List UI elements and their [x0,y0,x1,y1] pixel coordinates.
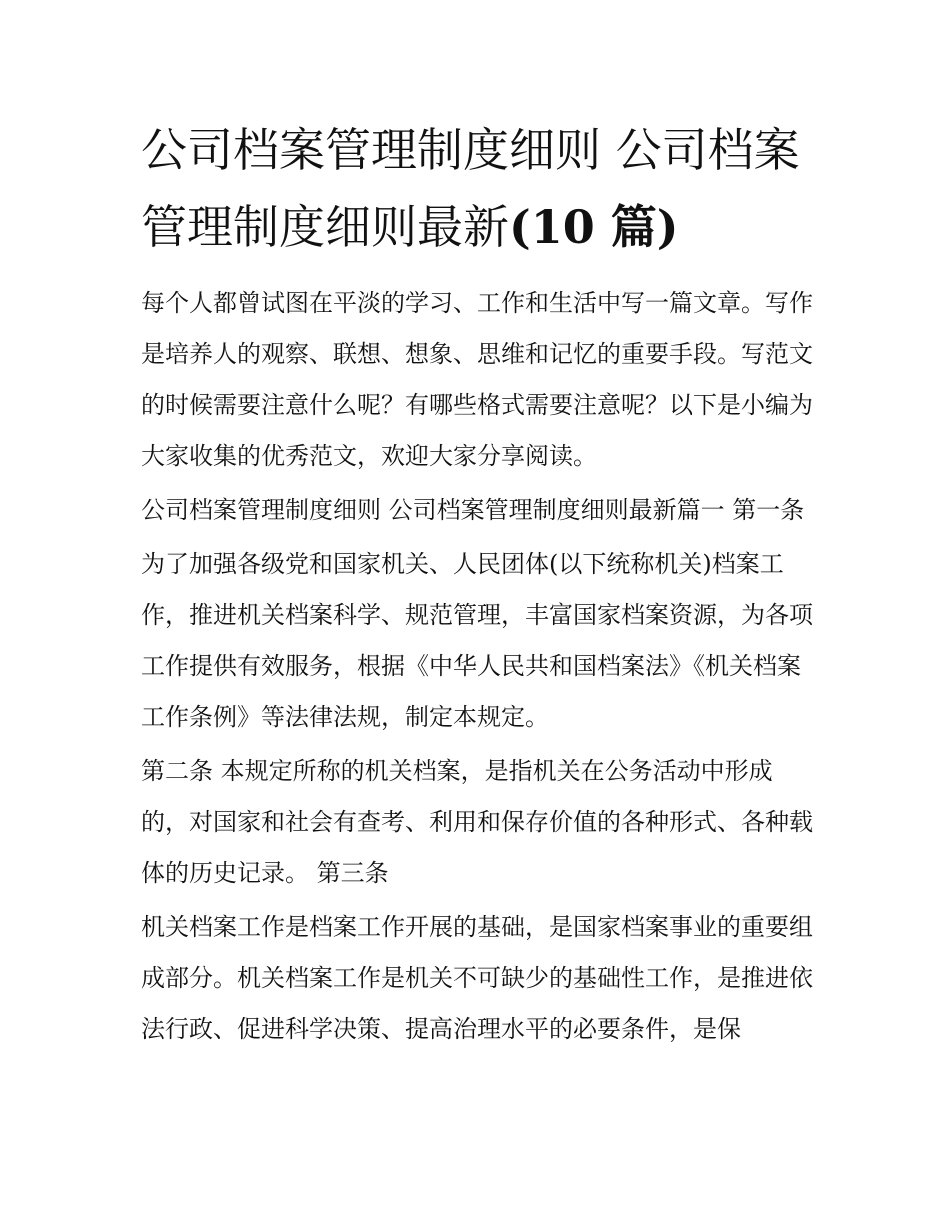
paragraph-article-1: 为了加强各级党和国家机关、人民团体(以下统称机关)档案工作，推进机关档案科学、规范管理，丰富国家档案资源，为各项工作提供有效服务，根据《中华人民共和国档案法》《机关档案工作条例》等法律法规，制定本规定。 [141,550,813,731]
paragraph-article-2: 第二条 本规定所称的机关档案，是指机关在公务活动中形成的，对国家和社会有查考、利用和保存价值的各种形式、各种载体的历史记录。 第三条 [141,757,813,887]
title-count: (10 篇) [509,200,679,254]
paragraph-article-3: 机关档案工作是档案工作开展的基础，是国家档案事业的重要组成部分。机关档案工作是机关不可缺少的基础性工作，是推进依法行政、促进科学决策、提高治理水平的必要条件，是保 [141,913,813,1043]
document-title: 公司档案管理制度细则 公司档案管理制度细则最新(10 篇) [141,123,800,254]
paragraph-intro: 每个人都曾试图在平淡的学习、工作和生活中写一篇文章。写作是培养人的观察、联想、想象、思维和记忆的重要手段。写范文的时候需要注意什么呢？有哪些格式需要注意呢？以下是小编为大家收集的优秀范文，欢迎大家分享阅读。 [141,289,813,470]
document-body [141,112,813,1058]
paragraph-section-heading: 公司档案管理制度细则 公司档案管理制度细则最新篇一 第一条 [141,496,805,524]
